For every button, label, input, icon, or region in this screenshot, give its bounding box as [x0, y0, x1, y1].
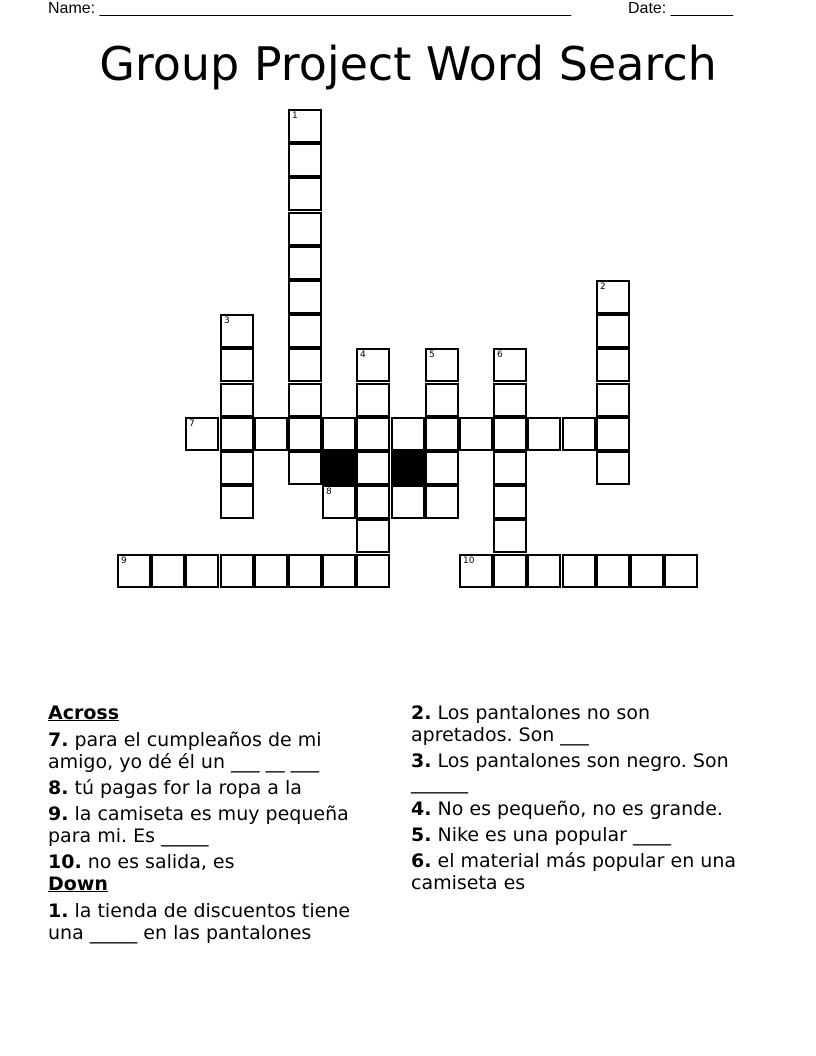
clue-text: Nike es una popular ____	[437, 824, 672, 846]
clue-number: 4.	[411, 798, 432, 820]
grid-cell[interactable]	[493, 417, 527, 451]
grid-block	[391, 451, 425, 485]
clue-text: el material más popular en una camiseta es	[411, 850, 736, 894]
grid-cell[interactable]	[596, 451, 630, 485]
grid-cell[interactable]	[220, 417, 254, 451]
clue-text: la camiseta es muy pequeña para mi. Es _____	[48, 803, 349, 847]
grid-cell[interactable]	[220, 451, 254, 485]
across-heading: Across	[48, 702, 120, 724]
clue-across-10	[48, 851, 378, 873]
grid-cell[interactable]	[664, 554, 698, 588]
grid-block	[322, 451, 356, 485]
clue-text: Los pantalones son negro. Son ______	[411, 750, 729, 794]
cell-number: 1	[292, 111, 298, 121]
grid-cell[interactable]	[151, 554, 185, 588]
grid-cell[interactable]	[425, 348, 459, 382]
grid-cell[interactable]	[288, 109, 322, 143]
grid-cell[interactable]	[527, 554, 561, 588]
cell-number: 9	[121, 556, 127, 566]
grid-cell[interactable]	[288, 417, 322, 451]
clue-text: Los pantalones no son apretados. Son ___	[411, 702, 650, 746]
clue-number: 2.	[411, 702, 432, 724]
grid-cell[interactable]	[288, 383, 322, 417]
date-label: Date: _______	[628, 0, 733, 17]
grid-cell[interactable]	[459, 417, 493, 451]
clue-text: tú pagas for la ropa a la	[74, 777, 302, 799]
grid-cell[interactable]	[493, 383, 527, 417]
grid-cell[interactable]	[425, 383, 459, 417]
grid-cell[interactable]	[254, 554, 288, 588]
grid-cell[interactable]	[356, 383, 390, 417]
grid-cell[interactable]	[493, 519, 527, 553]
clue-number: 8.	[48, 777, 69, 799]
grid-cell[interactable]	[356, 417, 390, 451]
grid-cell[interactable]	[185, 417, 219, 451]
clue-number: 6.	[411, 850, 432, 872]
grid-cell[interactable]	[288, 212, 322, 246]
clue-text: No es pequeño, no es grande.	[437, 798, 723, 820]
cell-number: 3	[224, 316, 230, 326]
clue-text: para el cumpleaños de mi amigo, yo dé él un ___ __ ___	[48, 729, 322, 773]
grid-cell[interactable]	[117, 554, 151, 588]
grid-cell[interactable]	[220, 554, 254, 588]
clue-number: 10.	[48, 851, 82, 873]
grid-cell[interactable]	[220, 383, 254, 417]
grid-cell[interactable]	[356, 451, 390, 485]
clues-left-column	[48, 702, 378, 948]
grid-cell[interactable]	[562, 417, 596, 451]
clue-across-7	[48, 729, 378, 773]
grid-cell[interactable]	[596, 280, 630, 314]
clue-number: 3.	[411, 750, 432, 772]
name-label: Name: _____________________________________________________	[48, 0, 572, 17]
grid-cell[interactable]	[459, 554, 493, 588]
clue-down-6	[411, 850, 741, 894]
cell-number: 5	[429, 350, 435, 360]
grid-cell[interactable]	[596, 554, 630, 588]
grid-cell[interactable]	[356, 348, 390, 382]
grid-cell[interactable]	[220, 314, 254, 348]
grid-cell[interactable]	[493, 554, 527, 588]
clue-down-3	[411, 750, 741, 794]
grid-cell[interactable]	[254, 417, 288, 451]
clue-number: 7.	[48, 729, 69, 751]
clue-down-4	[411, 798, 741, 820]
grid-cell[interactable]	[356, 519, 390, 553]
grid-cell[interactable]	[596, 383, 630, 417]
grid-cell[interactable]	[322, 417, 356, 451]
grid-cell[interactable]	[288, 554, 322, 588]
clues-right-column	[411, 702, 741, 898]
grid-cell[interactable]	[391, 417, 425, 451]
grid-cell[interactable]	[185, 554, 219, 588]
clue-number: 9.	[48, 803, 69, 825]
down-heading: Down	[48, 873, 108, 895]
grid-cell[interactable]	[425, 451, 459, 485]
grid-cell[interactable]	[288, 246, 322, 280]
grid-cell[interactable]	[220, 348, 254, 382]
cell-number: 4	[360, 350, 366, 360]
cell-number: 2	[600, 282, 606, 292]
grid-cell[interactable]	[356, 485, 390, 519]
cell-number: 8	[326, 487, 332, 497]
clue-down-5	[411, 824, 741, 846]
grid-cell[interactable]	[288, 314, 322, 348]
clue-number: 5.	[411, 824, 432, 846]
grid-cell[interactable]	[288, 348, 322, 382]
grid-cell[interactable]	[322, 554, 356, 588]
grid-cell[interactable]	[322, 485, 356, 519]
grid-cell[interactable]	[596, 314, 630, 348]
cell-number: 10	[463, 556, 475, 566]
grid-cell[interactable]	[425, 485, 459, 519]
clue-across-8	[48, 777, 378, 799]
grid-cell[interactable]	[493, 485, 527, 519]
cell-number: 7	[189, 419, 195, 429]
grid-cell[interactable]	[562, 554, 596, 588]
grid-cell[interactable]	[288, 143, 322, 177]
grid-cell[interactable]	[288, 177, 322, 211]
grid-cell[interactable]	[425, 417, 459, 451]
grid-cell[interactable]	[630, 554, 664, 588]
clue-number: 1.	[48, 900, 69, 922]
cell-number: 6	[497, 350, 503, 360]
grid-cell[interactable]	[493, 451, 527, 485]
clue-down-2	[411, 702, 741, 746]
clue-text: la tienda de discuentos tiene una _____ en las pantalones	[48, 900, 351, 944]
grid-cell[interactable]	[493, 348, 527, 382]
grid-cell[interactable]	[220, 485, 254, 519]
page-title: Group Project Word Search	[99, 37, 717, 91]
clue-across-9	[48, 803, 378, 847]
grid-cell[interactable]	[288, 451, 322, 485]
grid-cell[interactable]	[596, 348, 630, 382]
grid-cell[interactable]	[356, 554, 390, 588]
grid-cell[interactable]	[391, 485, 425, 519]
grid-cell[interactable]	[527, 417, 561, 451]
grid-cell[interactable]	[288, 280, 322, 314]
clue-down-1	[48, 900, 378, 944]
clue-text: no es salida, es	[87, 851, 235, 873]
grid-cell[interactable]	[596, 417, 630, 451]
